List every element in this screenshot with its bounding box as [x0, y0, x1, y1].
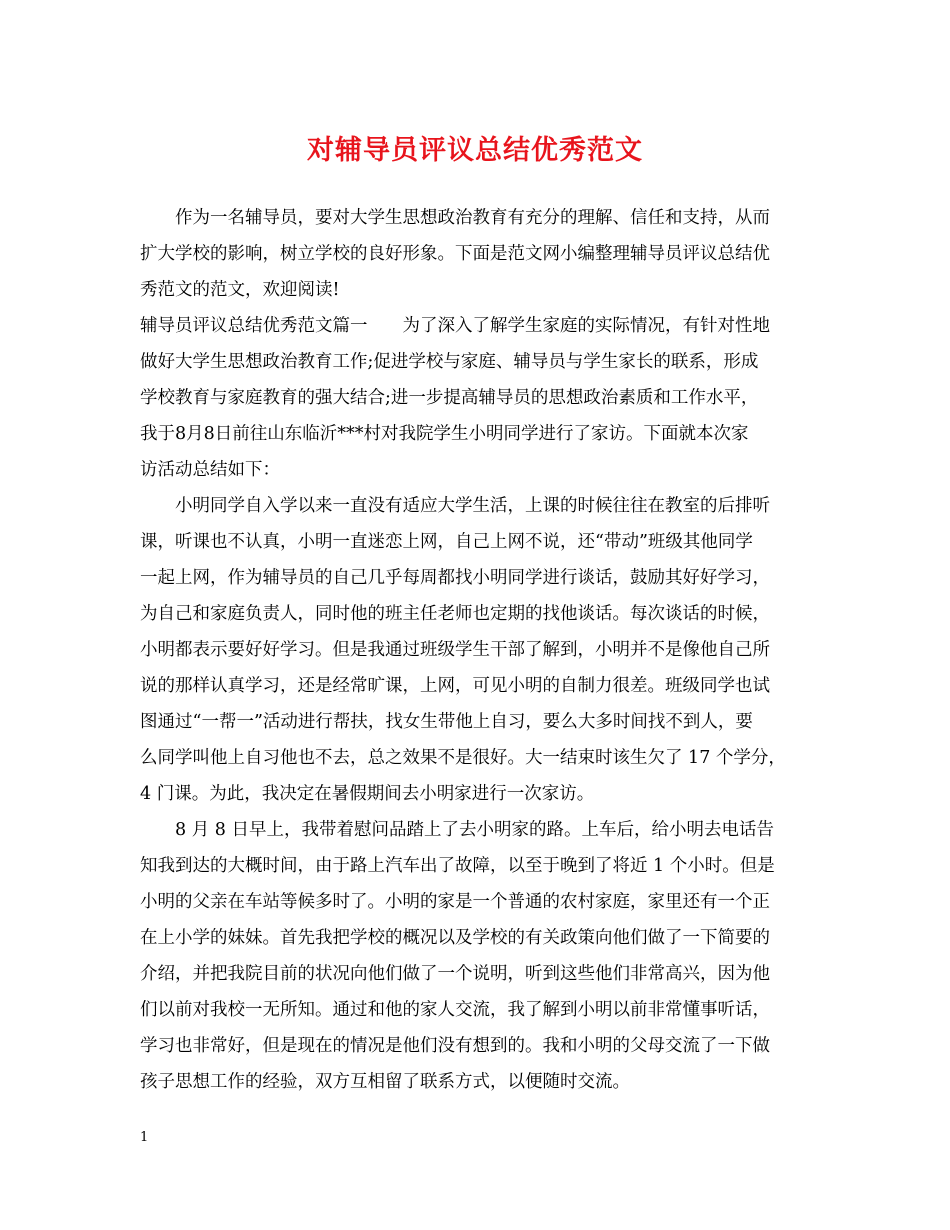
body-line: 访活动总结如下：	[140, 460, 280, 480]
body-line: 课，听课也不认真，小明一直迷恋上网，自己上网不说，还“带动”班级其他同学	[140, 532, 753, 552]
body-line: 么同学叫他上自习他也不去，总之效果不是很好。大一结束时该生欠了 17 个学分，	[140, 748, 786, 768]
body-line: 小明都表示要好好学习。但是我通过班级学生干部了解到，小明并不是像他自己所	[140, 640, 770, 660]
body-line: 我于8月8日前往山东临沂***村对我院学生小明同学进行了家访。下面就本次家	[140, 424, 749, 444]
document-title: 对辅导员评议总结优秀范文	[307, 135, 643, 166]
body-line: 小明的父亲在车站等候多时了。小明的家是一个普通的农村家庭，家里还有一个正	[140, 892, 770, 912]
body-line: 学校教育与家庭教育的强大结合;进一步提高辅导员的思想政治素质和工作水平，	[140, 388, 759, 408]
body-line: 一起上网，作为辅导员的自己几乎每周都找小明同学进行谈话，鼓励其好好学习，	[140, 568, 770, 588]
body-line: 图通过“一帮一”活动进行帮扶，找女生带他上自习，要么大多时间找不到人，要	[140, 712, 753, 732]
page-number: 1	[140, 1130, 149, 1145]
body-line: 说的那样认真学习，还是经常旷课，上网，可见小明的自制力很差。班级同学也试	[140, 676, 770, 696]
body-line: 8 月 8 日早上，我带着慰问品踏上了去小明家的路。上车后，给小明去电话告	[175, 820, 774, 840]
body-line: 秀范文的范文，欢迎阅读!	[140, 280, 340, 300]
body-line: 知我到达的大概时间，由于路上汽车出了故障，以至于晚到了将近 1 个小时。但是	[140, 856, 775, 876]
body-line: 学习也非常好，但是现在的情况是他们没有想到的。我和小明的父母交流了一下做	[140, 1036, 770, 1056]
body-line: 在上小学的妹妹。首先我把学校的概况以及学校的有关政策向他们做了一下简要的	[140, 928, 770, 948]
body-line: 扩大学校的影响，树立学校的良好形象。下面是范文网小编整理辅导员评议总结优	[140, 244, 770, 264]
body-line: 们以前对我校一无所知。通过和他的家人交流，我了解到小明以前非常懂事听话，	[140, 1000, 770, 1020]
body-line: 介绍，并把我院目前的状况向他们做了一个说明，听到这些他们非常高兴，因为他	[140, 964, 770, 984]
body-line: 辅导员评议总结优秀范文篇一 为了深入了解学生家庭的实际情况，有针对性地	[140, 316, 770, 336]
body-line: 小明同学自入学以来一直没有适应大学生活，上课的时候往往在教室的后排听	[175, 496, 770, 516]
body-line: 孩子思想工作的经验，双方互相留了联系方式，以便随时交流。	[140, 1072, 630, 1092]
body-line: 4 门课。为此，我决定在暑假期间去小明家进行一次家访。	[140, 784, 595, 804]
body-line: 为自己和家庭负责人，同时他的班主任老师也定期的找他谈话。每次谈话的时候，	[140, 604, 770, 624]
body-line: 做好大学生思想政治教育工作;促进学校与家庭、辅导员与学生家长的联系，形成	[140, 352, 759, 372]
body-line: 作为一名辅导员，要对大学生思想政治教育有充分的理解、信任和支持，从而	[175, 208, 770, 228]
